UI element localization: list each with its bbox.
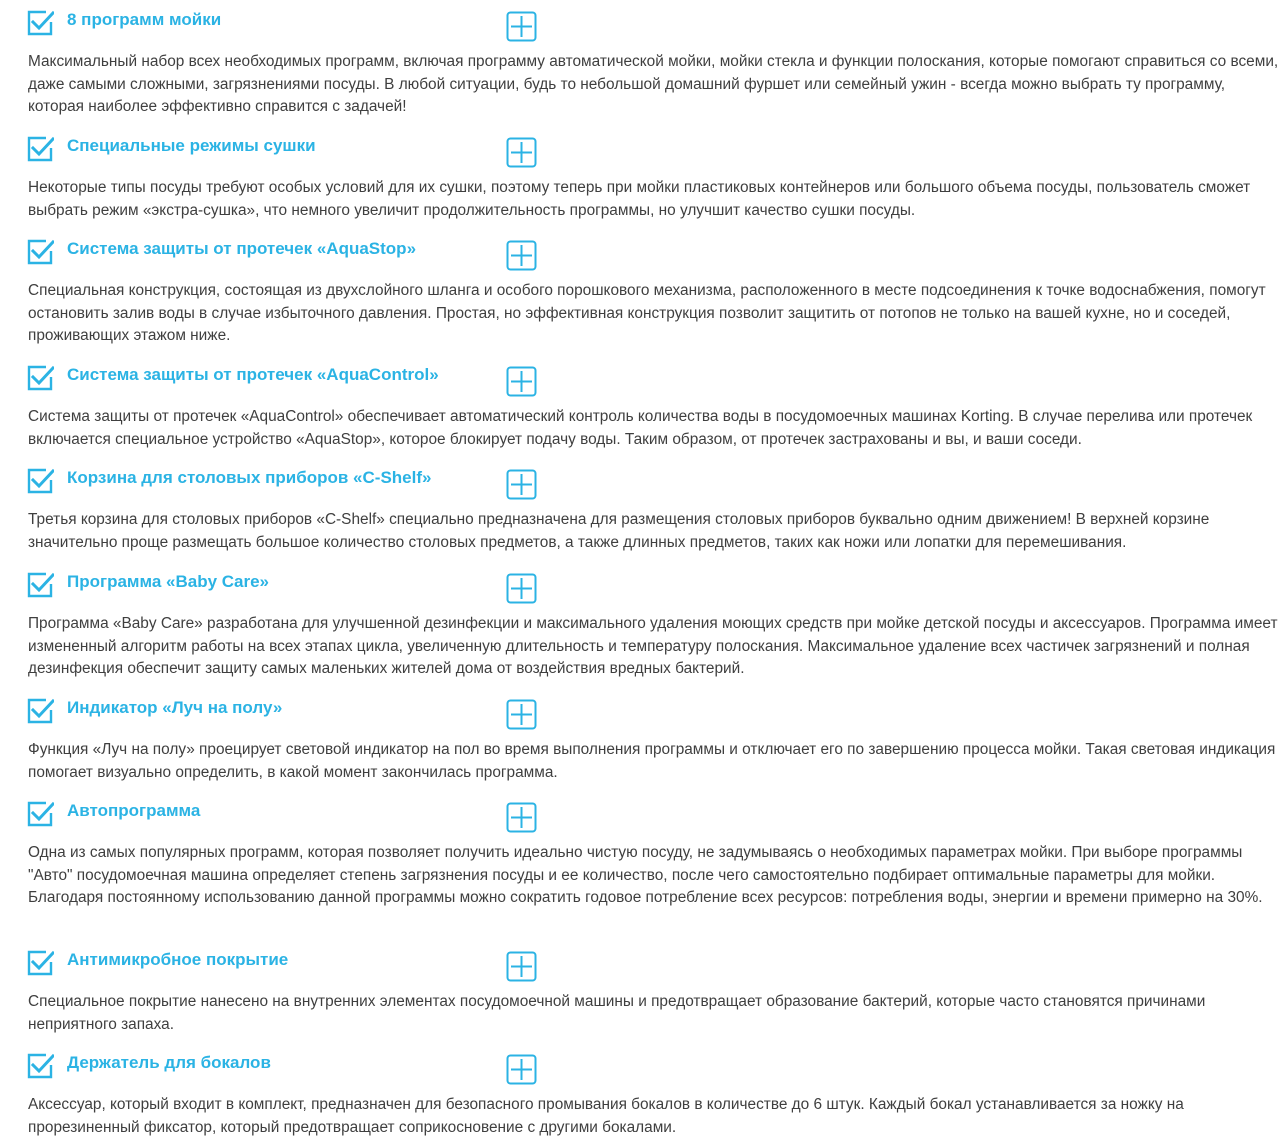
feature-description: Функция «Луч на полу» проецирует световой индикатор на пол во время выполнения программы и отключает его по завершению процесса мойки. Такая световая индикация помогает визуально определить, в какой момент закончилась программа. xyxy=(28,741,1276,781)
feature-description: Одна из самых популярных программ, которая позволяет получить идеально чистую посуду, не задумываясь о необходимых параметрах мойки. При выборе программы "Авто" посудомоечная машина определяет степень загрязнения посуды и ее количество, после чего самостоятельно подбирает оптимальные параметры для мойки. Благодаря постоянному использованию данной программы можно сократить годовое потребление всех ресурсов: потребления воды, энергии и времени примерно на 30%. xyxy=(28,844,1263,907)
feature-description: Система защиты от протечек «AquaControl» обеспечивает автоматический контроль количества воды в посудомоечных машинах Korting. В случае перелива или протечек включается специальное устройство «AquaStop», которое блокирует подачу воды. Таким образом, от протечек застрахованы и вы, и ваши соседи. xyxy=(28,408,1253,448)
feature-title: Индикатор «Луч на полу» xyxy=(67,698,283,717)
feature-description: Некоторые типы посуды требуют особых условий для их сушки, поэтому теперь при мойки пластиковых контейнеров или большого объема посуды, пользователь сможет выбрать режим «экстра-сушка», что немного увеличит продолжительность программы, но улучшит качество сушки посуды. xyxy=(28,179,1251,219)
expand-plus-icon[interactable] xyxy=(506,573,537,604)
feature-description: Программа «Baby Care» разработана для улучшенной дезинфекции и максимального удаления моющих средств при мойке детской посуды и аксессуаров. Программа имеет измененный алгоритм работы на всех этапах цикла, увеличенную длительность и температуру полоскания. Максимальное удаление всех частичек загрязнений и полная дезинфекция обеспечит защиту самых маленьких жителей дома от воздействия вредных бактерий. xyxy=(28,615,1278,678)
checkbox-checked-icon xyxy=(26,135,54,163)
expand-plus-icon[interactable] xyxy=(506,469,537,500)
checkbox-checked-icon xyxy=(26,949,54,977)
feature-title: Держатель для бокалов xyxy=(67,1053,271,1072)
checkbox-checked-icon xyxy=(26,697,54,725)
checkbox-checked-icon xyxy=(26,467,54,495)
checkbox-checked-icon xyxy=(26,800,54,828)
expand-plus-icon[interactable] xyxy=(506,802,537,833)
feature-title: Корзина для столовых приборов «C-Shelf» xyxy=(67,468,432,487)
feature-description: Третья корзина для столовых приборов «C-Shelf» специально предназначена для размещения столовых приборов буквально одним движением! В верхней корзине значительно проще размещать большое количество столовых предметов, а также длинных предметов, таких как ножи или лопатки для перемешивания. xyxy=(28,511,1210,551)
feature-title: Программа «Baby Care» xyxy=(67,572,270,591)
checkbox-checked-icon xyxy=(26,238,54,266)
expand-plus-icon[interactable] xyxy=(506,366,537,397)
feature-description: Аксессуар, который входит в комплект, предназначен для безопасного промывания бокалов в количестве до 6 штук. Каждый бокал устанавливается за ножку на прорезиненный фиксатор, который предотвращает соприкосновение с другими бокалами. xyxy=(28,1096,1184,1136)
expand-plus-icon[interactable] xyxy=(506,951,537,982)
checkbox-checked-icon xyxy=(26,571,54,599)
expand-plus-icon[interactable] xyxy=(506,699,537,730)
feature-title: 8 программ мойки xyxy=(67,10,222,29)
checkbox-checked-icon xyxy=(26,364,54,392)
feature-title: Система защиты от протечек «AquaStop» xyxy=(67,239,417,258)
expand-plus-icon[interactable] xyxy=(506,1054,537,1085)
feature-title: Система защиты от протечек «AquaControl» xyxy=(67,365,439,384)
expand-plus-icon[interactable] xyxy=(506,240,537,271)
feature-title: Автопрограмма xyxy=(67,801,201,820)
feature-title: Антимикробное покрытие xyxy=(67,950,289,969)
feature-title: Специальные режимы сушки xyxy=(67,136,316,155)
expand-plus-icon[interactable] xyxy=(506,137,537,168)
feature-description: Специальная конструкция, состоящая из двухслойного шланга и особого порошкового механизма, расположенного в месте подсоединения к точке водоснабжения, помогут остановить залив воды в случае избыточного давления. Простая, но эффективная конструкция позволит защитить от потопов не только на вашей кухне, но и соседей, проживающих этажом ниже. xyxy=(28,282,1266,345)
checkbox-checked-icon xyxy=(26,9,54,37)
expand-plus-icon[interactable] xyxy=(506,11,537,42)
feature-description: Максимальный набор всех необходимых программ, включая программу автоматической мойки, мойки стекла и функции полоскания, которые помогают справиться со всеми, даже самыми сложными, загрязнениями посуды. В любой ситуации, будь то небольшой домашний фуршет или семейный ужин - всегда можно выбрать ту программу, которая наиболее эффективно справится с задачей! xyxy=(28,53,1279,116)
feature-description: Специальное покрытие нанесено на внутренних элементах посудомоечной машины и предотвращает образование бактерий, которые часто становятся причинами неприятного запаха. xyxy=(28,993,1206,1033)
checkbox-checked-icon xyxy=(26,1052,54,1080)
